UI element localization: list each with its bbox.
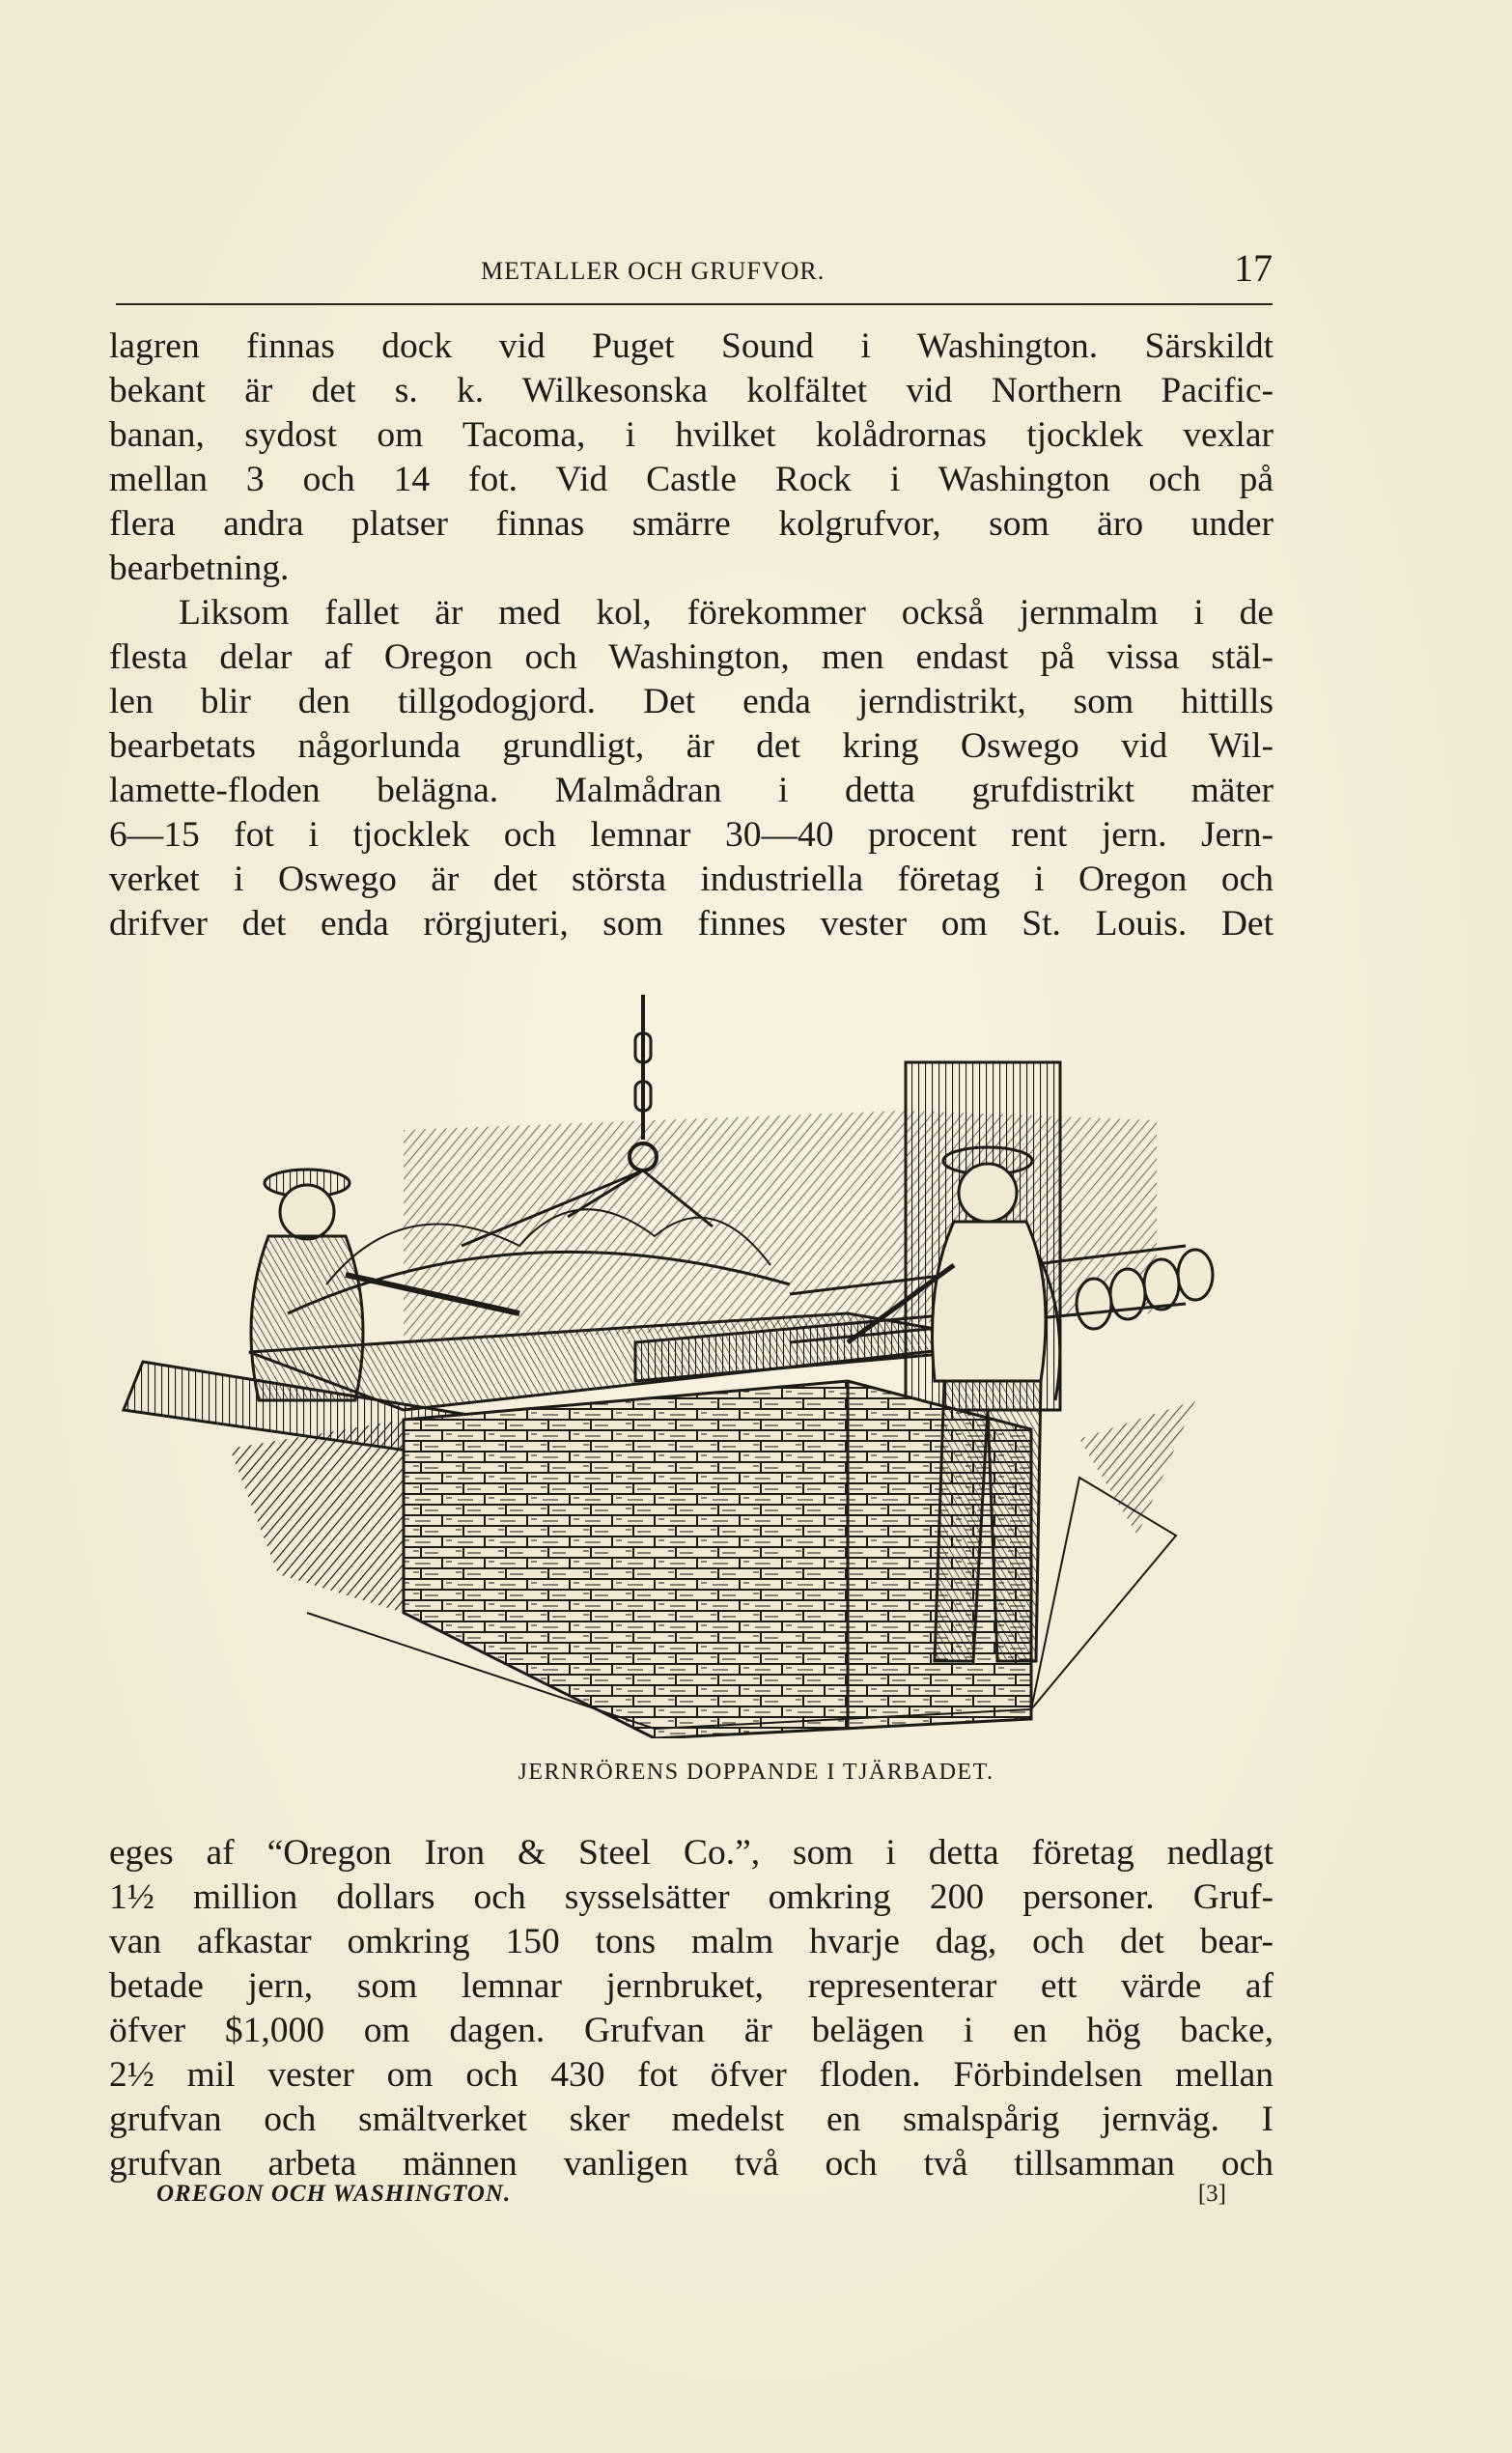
page-number: 17 xyxy=(1234,246,1273,290)
text-line: lagren finnas dock vid Puget Sound i Washington. Särskildt xyxy=(109,326,1274,366)
page-footer xyxy=(156,2181,1226,2219)
text-line: van afkastar omkring 150 tons malm hvarje dag, och det bear- xyxy=(109,1922,1274,1961)
text-line: drifver det enda rörgjuteri, som finnes vester om St. Louis. Det xyxy=(109,904,1274,944)
text-line: eges af “Oregon Iron & Steel Co.”, som i detta företag nedlagt xyxy=(109,1833,1274,1873)
text-line: öfver $1,000 om dagen. Grufvan är belägen i en hög backe, xyxy=(109,2011,1274,2050)
text-line: grufvan arbeta männen vanligen två och två tillsamman och xyxy=(109,2144,1274,2184)
running-head xyxy=(116,245,1273,303)
text-line: mellan 3 och 14 fot. Vid Castle Rock i Washington och på xyxy=(109,460,1274,499)
text-line: bearbetning. xyxy=(109,549,290,588)
text-line: 2½ mil vester om och 430 fot öfver floden. Förbindelsen mellan xyxy=(109,2055,1274,2095)
figure-caption: JERNRÖRENS DOPPANDE I TJÄRBADET. xyxy=(518,1760,994,1785)
bottom-text-block xyxy=(109,1831,1274,2186)
header-rule xyxy=(116,303,1273,305)
text-line: 1½ million dollars och sysselsätter omkring 200 personer. Gruf- xyxy=(109,1877,1274,1917)
text-line: flesta delar af Oregon och Washington, men endast på vissa stäl- xyxy=(109,637,1274,677)
text-line: Liksom fallet är med kol, förekommer också jernmalm i de xyxy=(179,593,1274,633)
text-line: betade jern, som lemnar jernbruket, representerar ett värde af xyxy=(109,1966,1274,2006)
text-line: lamette-floden belägna. Malmådran i detta grufdistrikt mäter xyxy=(109,771,1274,810)
running-title: METALLER OCH GRUFVOR. xyxy=(481,257,826,285)
text-line: bekant är det s. k. Wilkesonska kolfältet vid Northern Pacific- xyxy=(109,371,1274,410)
text-line: flera andra platser finnas smärre kolgrufvor, som äro under xyxy=(109,504,1274,544)
engraving-illustration xyxy=(114,995,1263,1738)
text-line: verket i Oswego är det största industriella företag i Oregon och xyxy=(109,860,1274,899)
signature-mark: OREGON OCH WASHINGTON. xyxy=(156,2181,512,2207)
text-line: grufvan och smältverket sker medelst en smalspårig jernväg. I xyxy=(109,2100,1274,2139)
text-line: banan, sydost om Tacoma, i hvilket kolådrornas tjocklek vexlar xyxy=(109,415,1274,455)
text-line: bearbetats någorlunda grundligt, är det kring Oswego vid Wil- xyxy=(109,726,1274,766)
text-line: 6—15 fot i tjocklek och lemnar 30—40 procent rent jern. Jern- xyxy=(109,815,1274,855)
sheet-number: [3] xyxy=(1197,2181,1226,2207)
text-line: len blir den tillgodogjord. Det enda jerndistrikt, som hittills xyxy=(109,682,1274,721)
top-text-block xyxy=(109,324,1274,946)
